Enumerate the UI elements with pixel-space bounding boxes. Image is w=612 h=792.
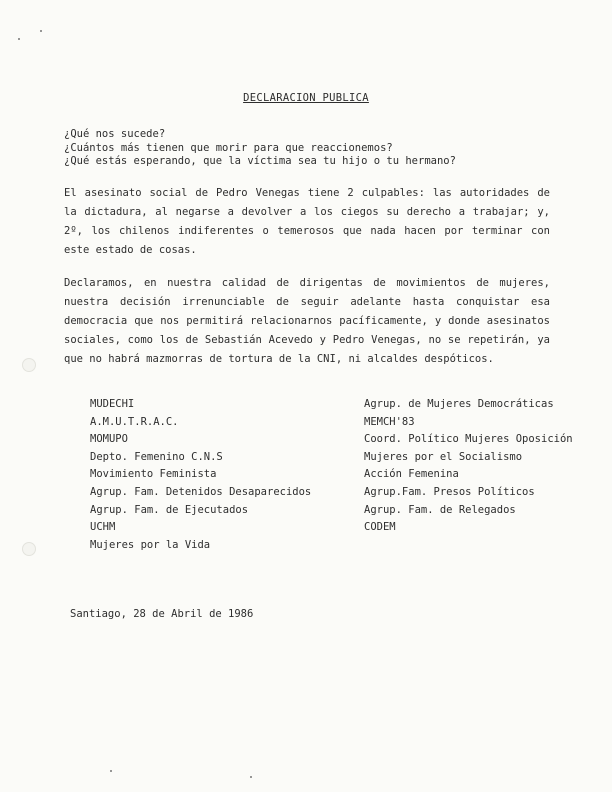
signatory: Movimiento Feminista [90,468,217,481]
signatory: Agrup.Fam. Presos Políticos [364,485,535,498]
document-title: DECLARACION PUBLICA [243,92,369,104]
signatory: UCHM [90,521,116,534]
scan-speck [40,30,42,32]
punch-hole [22,358,36,372]
signatories-left [90,396,311,554]
punch-hole [22,542,36,556]
scan-speck [250,776,252,778]
signatory: MOMUPO [90,433,128,446]
place-date: Santiago, 28 de Abril de 1986 [70,608,254,620]
signatory: Mujeres por el Socialismo [364,450,523,463]
signatory: Mujeres por la Vida [90,538,211,551]
signatory: A.M.U.T.R.A.C. [90,415,179,428]
signatory: CODEM [364,521,396,534]
scan-speck [18,38,20,40]
signatory: Agrup. Fam. de Relegados [364,503,516,516]
signatory: Agrup. Fam. de Ejecutados [90,503,249,516]
signatory: MUDECHI [90,398,135,410]
paragraph-declaration: Declaramos, en nuestra calidad de dirigentas de movimientos de mujeres, nuestra decisión irrenunciable de seguir adelante hasta conquistar esa democracia que nos permitirá relacionarnos pacíficamente, y donde asesinatos sociales, como los de Sebastián Acevedo y Pedro Venegas, no se repetirán, ya que no habrá mazmorras de tortura de la CNI, ni alcaldes despóticos. [64,277,550,365]
question-line: ¿Qué estás esperando, que la víctima sea tu hijo o tu hermano? [64,155,456,167]
question-line: ¿Cuántos más tienen que morir para que reaccionemos? [64,141,393,154]
signatories-right [364,396,573,537]
signatory: Agrup. Fam. Detenidos Desaparecidos [90,485,312,498]
signatory: Acción Femenina [364,468,459,481]
scan-speck [110,770,112,772]
signatory: Coord. Político Mujeres Oposición [364,433,573,446]
paragraph-culpables: El asesinato social de Pedro Venegas tiene 2 culpables: las autoridades de la dictadura, al negarse a devolver a los ciegos su derecho a trabajar; y, 2º, los chilenos indiferentes o temerosos que nada hacen por terminar con este estado de cosas. [64,187,550,256]
signatory: Agrup. de Mujeres Democráticas [364,398,554,410]
questions-block [64,128,456,169]
signatory: MEMCH'83 [364,415,415,428]
question-line: ¿Qué nos sucede? [64,128,166,140]
signatory: Depto. Femenino C.N.S [90,450,223,463]
